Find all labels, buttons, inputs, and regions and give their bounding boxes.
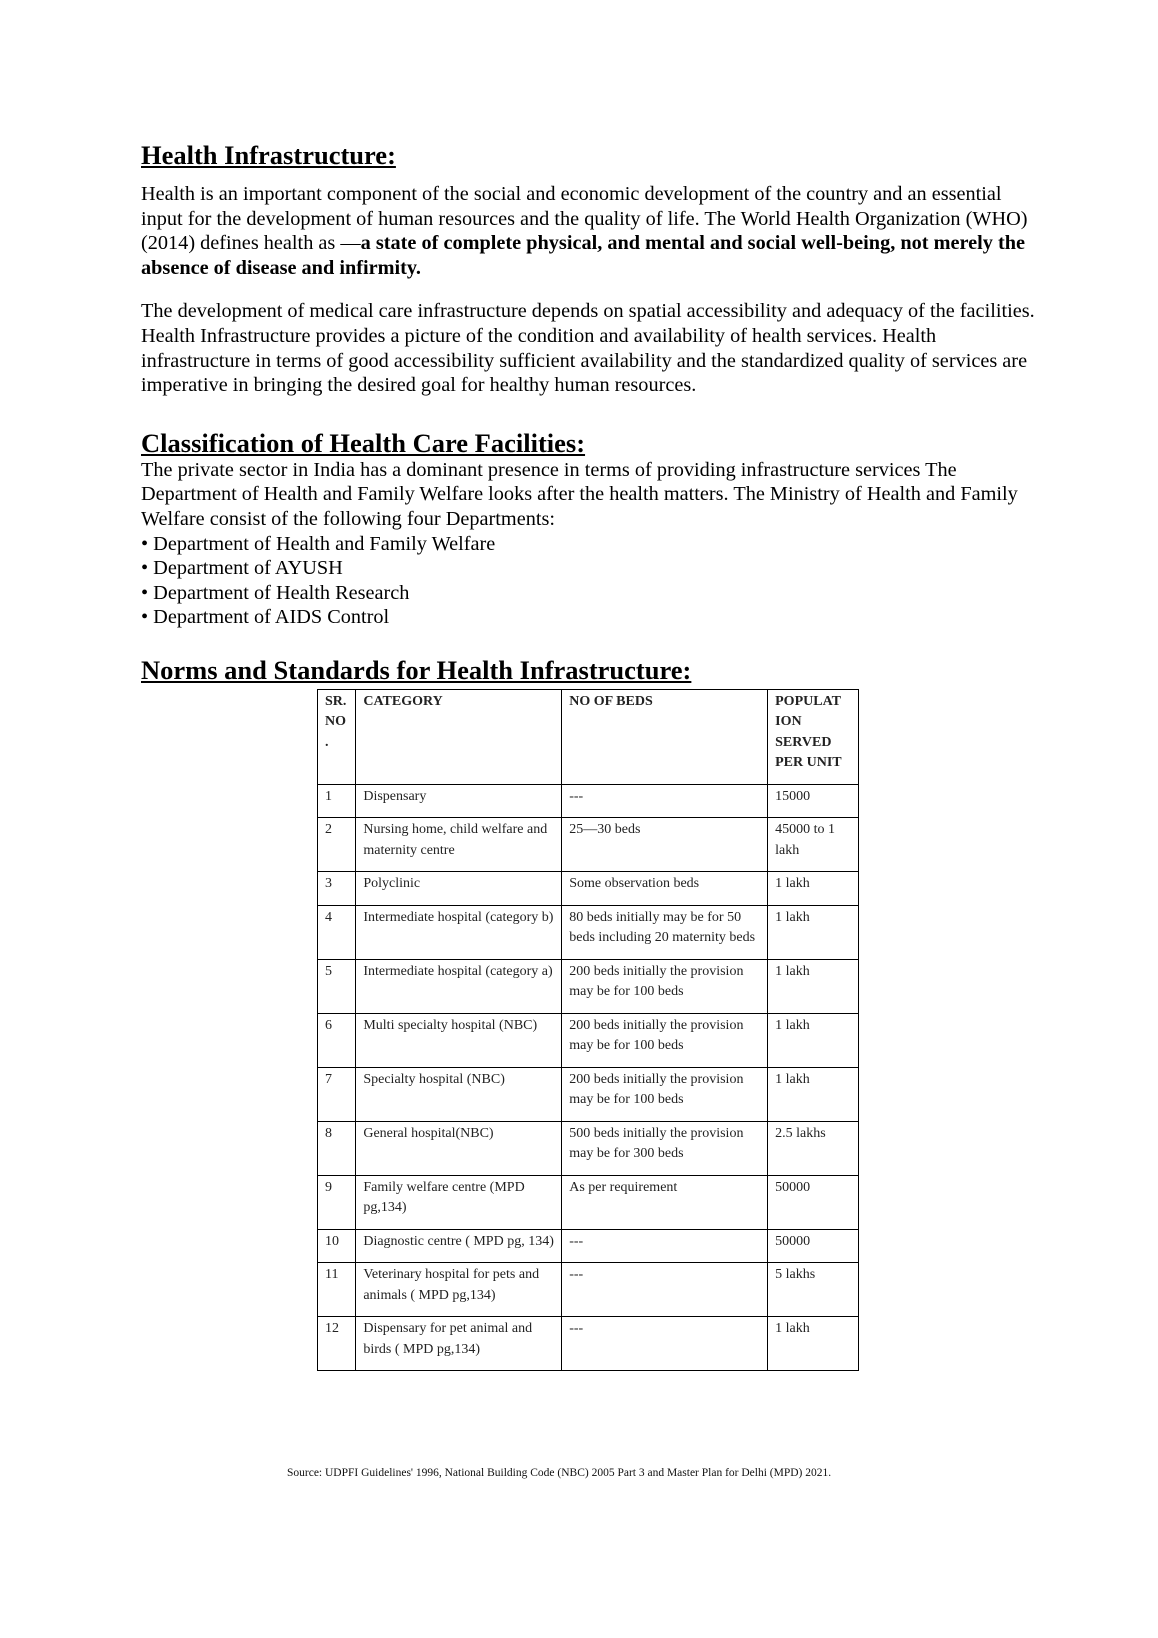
table-row: [318, 818, 859, 872]
cell-population: 50000: [768, 1175, 859, 1229]
cell-category: Nursing home, child welfare and maternity centre: [356, 818, 562, 872]
department-list: [141, 532, 1041, 630]
table-header-row: [318, 689, 859, 784]
document-page: [141, 140, 1041, 1371]
norms-table: [317, 689, 859, 1372]
cell-category: Veterinary hospital for pets and animals ( MPD pg,134): [356, 1263, 562, 1317]
cell-population: 1 lakh: [768, 959, 859, 1013]
cell-sr: 9: [318, 1175, 356, 1229]
cell-beds: 80 beds initially may be for 50 beds including 20 maternity beds: [562, 905, 768, 959]
list-item: • Department of AIDS Control: [141, 606, 390, 629]
cell-population: 1 lakh: [768, 1317, 859, 1371]
cell-sr: 3: [318, 872, 356, 906]
cell-category: Multi specialty hospital (NBC): [356, 1013, 562, 1067]
cell-population: 1 lakh: [768, 1067, 859, 1121]
header-category: CATEGORY: [356, 689, 562, 784]
cell-population: 1 lakh: [768, 905, 859, 959]
cell-sr: 6: [318, 1013, 356, 1067]
cell-population: 1 lakh: [768, 872, 859, 906]
source-caption: Source: UDPFI Guidelines' 1996, National Building Code (NBC) 2005 Part 3 and Master Plan for Delhi (MPD) 2021.: [287, 1467, 832, 1479]
cell-category: Polyclinic: [356, 872, 562, 906]
cell-population: 1 lakh: [768, 1013, 859, 1067]
cell-beds: 200 beds initially the provision may be for 100 beds: [562, 959, 768, 1013]
list-item: • Department of AYUSH: [141, 557, 343, 580]
cell-sr: 8: [318, 1121, 356, 1175]
cell-sr: 11: [318, 1263, 356, 1317]
cell-category: Intermediate hospital (category a): [356, 959, 562, 1013]
paragraph-medical-infrastructure: The development of medical care infrastructure depends on spatial accessibility and adequacy of the facilities. Health Infrastructure provides a picture of the condition and availability of health services. Health infrastructure in terms of good accessibility sufficient availability and the standardized quality of services are imperative in bringing the desired goal for healthy human resources.: [141, 300, 1035, 397]
heading-classification: Classification of Health Care Facilities:: [141, 427, 586, 458]
header-population-served: POPULAT ION SERVED PER UNIT: [768, 689, 859, 784]
list-item: • Department of Health and Family Welfare: [141, 532, 496, 555]
heading-norms-standards: Norms and Standards for Health Infrastructure:: [141, 654, 692, 685]
cell-beds: ---: [562, 1317, 768, 1371]
cell-sr: 2: [318, 818, 356, 872]
cell-sr: 10: [318, 1229, 356, 1263]
cell-category: General hospital(NBC): [356, 1121, 562, 1175]
list-item: • Department of Health Research: [141, 581, 410, 604]
cell-beds: Some observation beds: [562, 872, 768, 906]
paragraph-health-definition: [141, 182, 1041, 280]
table-row: [318, 1175, 859, 1229]
cell-beds: ---: [562, 1263, 768, 1317]
table-row: [318, 905, 859, 959]
cell-category: Intermediate hospital (category b): [356, 905, 562, 959]
cell-sr: 12: [318, 1317, 356, 1371]
table-row: [318, 784, 859, 818]
paragraph-health-text: Health is an important component of the social and economic development of the country and an essential input for the development of human resources and the quality of life. The World Health Organization (WHO) (2014) defines health as —: [141, 183, 1028, 255]
heading-health-infrastructure: Health Infrastructure:: [141, 140, 396, 170]
cell-category: Dispensary: [356, 784, 562, 818]
cell-beds: ---: [562, 784, 768, 818]
table-row: [318, 959, 859, 1013]
cell-category: Diagnostic centre ( MPD pg, 134): [356, 1229, 562, 1263]
who-definition-bold: a state of complete physical, and mental and social well-being, not merely the absence of disease and infirmity.: [141, 232, 1026, 279]
header-no-of-beds: NO OF BEDS: [562, 689, 768, 784]
table-row: [318, 1121, 859, 1175]
cell-beds: 500 beds initially the provision may be for 300 beds: [562, 1121, 768, 1175]
table-row: [318, 1067, 859, 1121]
cell-category: Dispensary for pet animal and birds ( MPD pg,134): [356, 1317, 562, 1371]
cell-population: 15000: [768, 784, 859, 818]
table-row: [318, 1263, 859, 1317]
paragraph-private-sector: The private sector in India has a dominant presence in terms of providing infrastructure services The Department of Health and Family Welfare looks after the health matters. The Ministry of Health and Family Welfare consist of the following four Departments:: [141, 458, 1018, 530]
cell-beds: As per requirement: [562, 1175, 768, 1229]
table-row: [318, 1229, 859, 1263]
cell-category: Family welfare centre (MPD pg,134): [356, 1175, 562, 1229]
header-sr-no: SR. NO .: [318, 689, 356, 784]
cell-category: Specialty hospital (NBC): [356, 1067, 562, 1121]
table-row: [318, 1013, 859, 1067]
cell-population: 50000: [768, 1229, 859, 1263]
cell-sr: 1: [318, 784, 356, 818]
cell-beds: 25—30 beds: [562, 818, 768, 872]
cell-sr: 7: [318, 1067, 356, 1121]
cell-sr: 5: [318, 959, 356, 1013]
cell-population: 45000 to 1 lakh: [768, 818, 859, 872]
cell-population: 5 lakhs: [768, 1263, 859, 1317]
cell-population: 2.5 lakhs: [768, 1121, 859, 1175]
cell-beds: 200 beds initially the provision may be for 100 beds: [562, 1013, 768, 1067]
table-row: [318, 1317, 859, 1371]
table-row: [318, 872, 859, 906]
cell-beds: ---: [562, 1229, 768, 1263]
cell-sr: 4: [318, 905, 356, 959]
cell-beds: 200 beds initially the provision may be for 100 beds: [562, 1067, 768, 1121]
